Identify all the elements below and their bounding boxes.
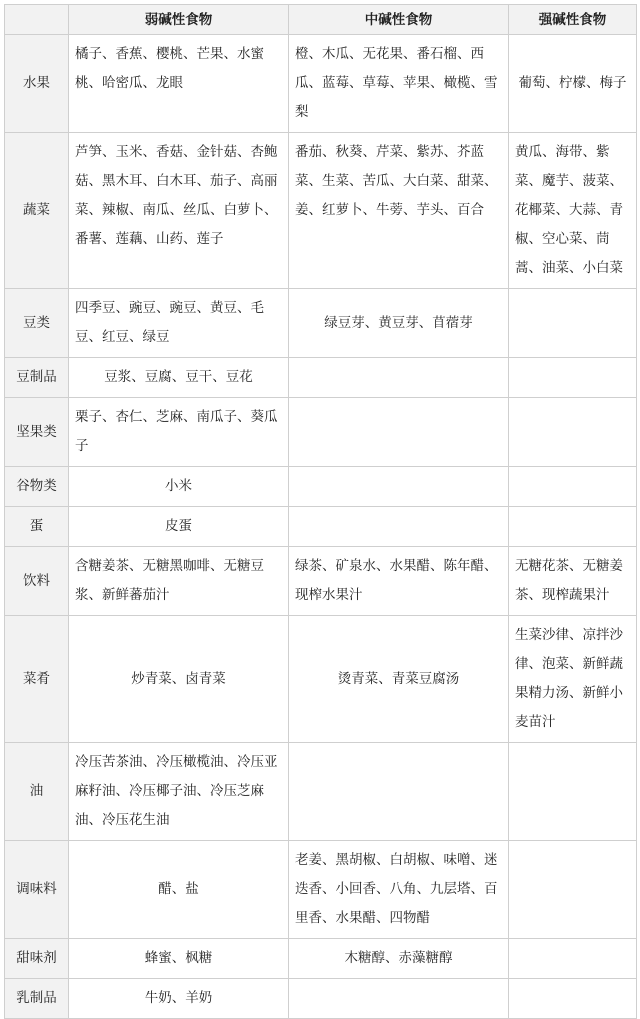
strong-cell (509, 467, 637, 507)
table-row (5, 743, 637, 841)
category-cell: 调味料 (5, 841, 69, 939)
weak-cell: 豆浆、豆腐、豆干、豆花 (69, 358, 289, 398)
strong-cell (509, 398, 637, 467)
weak-cell: 炒青菜、卤青菜 (69, 616, 289, 743)
strong-cell (509, 939, 637, 979)
category-cell: 饮料 (5, 547, 69, 616)
category-cell: 蛋 (5, 507, 69, 547)
medium-cell: 老姜、黑胡椒、白胡椒、味噌、迷迭香、小回香、八角、九层塔、百里香、水果醋、四物醋 (289, 841, 509, 939)
category-cell: 坚果类 (5, 398, 69, 467)
category-cell: 油 (5, 743, 69, 841)
header-strong: 强碱性食物 (509, 5, 637, 35)
header-row (5, 5, 637, 35)
medium-cell (289, 979, 509, 1019)
category-cell: 乳制品 (5, 979, 69, 1019)
weak-cell: 橘子、香蕉、樱桃、芒果、水蜜桃、哈密瓜、龙眼 (69, 35, 289, 133)
weak-cell: 蜂蜜、枫糖 (69, 939, 289, 979)
weak-cell: 含糖姜茶、无糖黑咖啡、无糖豆浆、新鲜蕃茄汁 (69, 547, 289, 616)
table-row (5, 547, 637, 616)
strong-cell: 黄瓜、海带、紫菜、魔芋、菠菜、花椰菜、大蒜、青椒、空心菜、茼蒿、油菜、小白菜 (509, 133, 637, 289)
medium-cell (289, 743, 509, 841)
category-cell: 菜肴 (5, 616, 69, 743)
medium-cell (289, 358, 509, 398)
category-cell: 甜味剂 (5, 939, 69, 979)
strong-cell: 葡萄、柠檬、梅子 (509, 35, 637, 133)
alkaline-food-table (4, 4, 637, 1019)
table-row (5, 467, 637, 507)
strong-cell (509, 289, 637, 358)
strong-cell (509, 507, 637, 547)
medium-cell: 番茄、秋葵、芹菜、紫苏、芥蓝菜、生菜、苦瓜、大白菜、甜菜、姜、红萝卜、牛蒡、芋头、百合 (289, 133, 509, 289)
strong-cell (509, 841, 637, 939)
table-row (5, 398, 637, 467)
strong-cell (509, 743, 637, 841)
weak-cell: 冷压苦茶油、冷压橄榄油、冷压亚麻籽油、冷压椰子油、冷压芝麻油、冷压花生油 (69, 743, 289, 841)
medium-cell: 橙、木瓜、无花果、番石榴、西瓜、蓝莓、草莓、苹果、橄榄、雪梨 (289, 35, 509, 133)
strong-cell (509, 358, 637, 398)
weak-cell: 皮蛋 (69, 507, 289, 547)
category-cell: 水果 (5, 35, 69, 133)
header-corner (5, 5, 69, 35)
weak-cell: 醋、盐 (69, 841, 289, 939)
table-row (5, 507, 637, 547)
weak-cell: 牛奶、羊奶 (69, 979, 289, 1019)
category-cell: 蔬菜 (5, 133, 69, 289)
table-row (5, 939, 637, 979)
table-row (5, 841, 637, 939)
medium-cell: 绿茶、矿泉水、水果醋、陈年醋、现榨水果汁 (289, 547, 509, 616)
weak-cell: 栗子、杏仁、芝麻、南瓜子、葵瓜子 (69, 398, 289, 467)
table-row (5, 289, 637, 358)
table-row (5, 979, 637, 1019)
medium-cell: 绿豆芽、黄豆芽、苜蓿芽 (289, 289, 509, 358)
medium-cell (289, 398, 509, 467)
header-weak: 弱碱性食物 (69, 5, 289, 35)
weak-cell: 四季豆、豌豆、豌豆、黄豆、毛豆、红豆、绿豆 (69, 289, 289, 358)
category-cell: 谷物类 (5, 467, 69, 507)
table-row (5, 358, 637, 398)
strong-cell: 生菜沙律、凉拌沙律、泡菜、新鲜蔬果精力汤、新鲜小麦苗汁 (509, 616, 637, 743)
medium-cell: 木糖醇、赤藻糖醇 (289, 939, 509, 979)
medium-cell: 烫青菜、青菜豆腐汤 (289, 616, 509, 743)
strong-cell (509, 979, 637, 1019)
table-row (5, 616, 637, 743)
header-medium: 中碱性食物 (289, 5, 509, 35)
table-row (5, 35, 637, 133)
table-row (5, 133, 637, 289)
strong-cell: 无糖花茶、无糖姜茶、现榨蔬果汁 (509, 547, 637, 616)
medium-cell (289, 507, 509, 547)
weak-cell: 小米 (69, 467, 289, 507)
medium-cell (289, 467, 509, 507)
category-cell: 豆制品 (5, 358, 69, 398)
category-cell: 豆类 (5, 289, 69, 358)
weak-cell: 芦笋、玉米、香菇、金针菇、杏鲍菇、黑木耳、白木耳、茄子、高丽菜、辣椒、南瓜、丝瓜、白萝卜、番薯、莲藕、山药、莲子 (69, 133, 289, 289)
